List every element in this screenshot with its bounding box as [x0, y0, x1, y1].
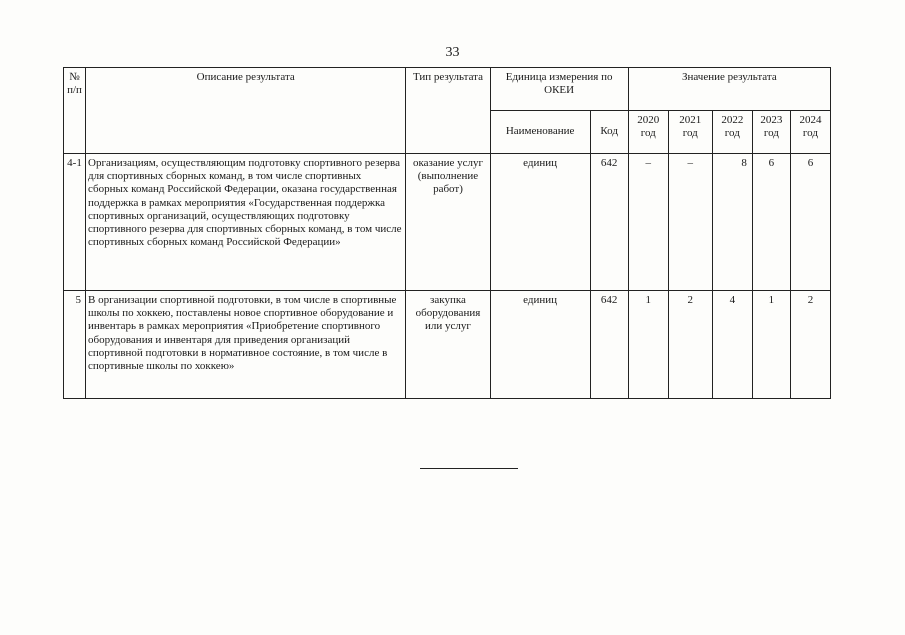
header-unit: Единица измерения по ОКЕИ — [490, 68, 628, 111]
row-value-2020: – — [628, 154, 668, 291]
header-year-2020: 2020 год — [628, 111, 668, 154]
header-description: Описание результата — [86, 68, 406, 154]
results-table — [63, 67, 831, 399]
page-number: 33 — [445, 45, 460, 60]
row-result-type: закупка оборудования или услуг — [406, 291, 490, 399]
row-value-2023: 6 — [752, 154, 790, 291]
header-unit-code: Код — [590, 111, 628, 154]
row-unit-code: 642 — [590, 291, 628, 399]
header-row-1 — [64, 68, 831, 111]
header-year-2024: 2024 год — [790, 111, 830, 154]
header-year-2023: 2023 год — [752, 111, 790, 154]
header-result-type: Тип результата — [406, 68, 490, 154]
header-result-value: Значение результата — [628, 68, 830, 111]
row-value-2022: 8 — [712, 154, 752, 291]
row-unit-name: единиц — [490, 291, 590, 399]
row-value-2021: – — [668, 154, 712, 291]
row-value-2024: 6 — [790, 154, 830, 291]
row-value-2021: 2 — [668, 291, 712, 399]
row-value-2020: 1 — [628, 291, 668, 399]
row-value-2023: 1 — [752, 291, 790, 399]
row-number: 5 — [64, 291, 86, 399]
header-year-2021: 2021 год — [668, 111, 712, 154]
row-unit-name: единиц — [490, 154, 590, 291]
header-unit-name: Наименование — [490, 111, 590, 154]
row-result-type: оказание услуг (выполнение работ) — [406, 154, 490, 291]
header-year-2022: 2022 год — [712, 111, 752, 154]
table-row — [64, 291, 831, 399]
row-number: 4-1 — [64, 154, 86, 291]
row-description: Организациям, осуществляющим подготовку спортивного резерва для спортивных сборных команд, в том числе спортивных сборных команд Российской Федерации, оказана государственная поддержка в рамках мероприятия «Государственная поддержка спортивных организаций, осуществляющих подготовку спортивного резерва для спортивных сборных команд, в том числе спортивных сборных команд Российской Федерации» — [86, 154, 406, 291]
separator-line — [420, 468, 518, 469]
header-num: № п/п — [64, 68, 86, 154]
row-value-2022: 4 — [712, 291, 752, 399]
row-description: В организации спортивной подготовки, в том числе в спортивные школы по хоккею, поставлены новое спортивное оборудование и инвентарь в рамках мероприятия «Приобретение спортивного оборудования и инвентаря для приведения организаций спортивной подготовки в нормативное состояние, в том числе в спортивные школы по хоккею» — [86, 291, 406, 399]
row-value-2024: 2 — [790, 291, 830, 399]
row-unit-code: 642 — [590, 154, 628, 291]
table-row — [64, 154, 831, 291]
